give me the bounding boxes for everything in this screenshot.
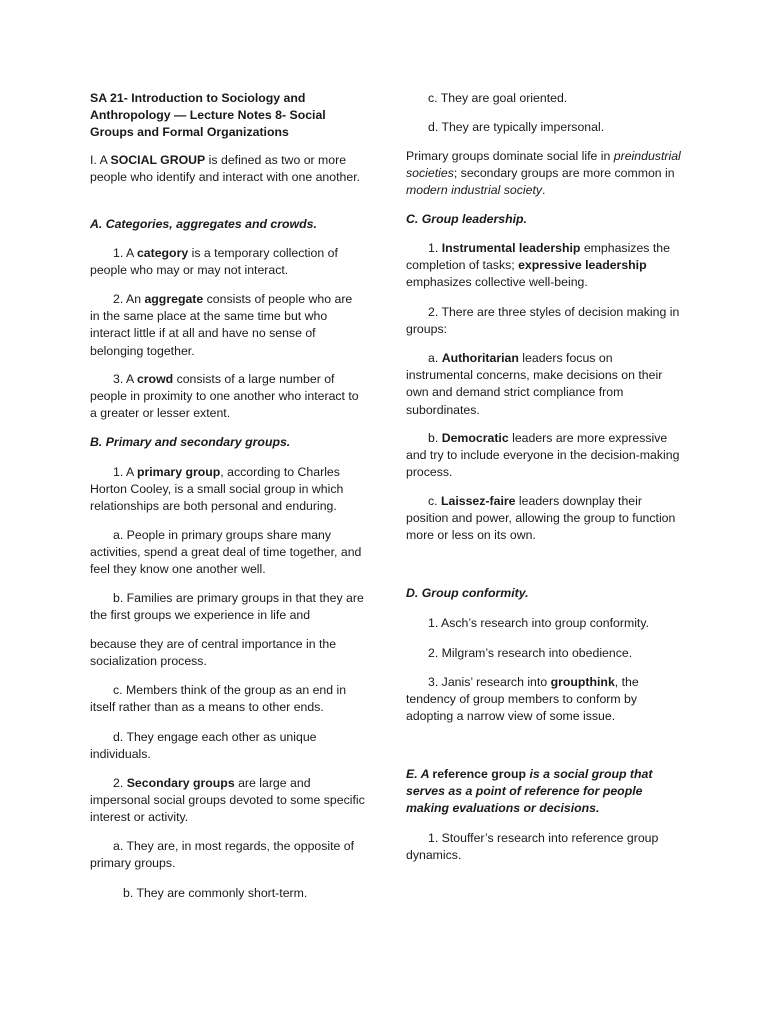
decision-styles-item: 2. There are three styles of decision making in groups: xyxy=(406,305,680,337)
section-d-heading: D. Group conformity. xyxy=(406,586,529,600)
primary-group-point-b: b. Families are primary groups in that they are the first groups we experience in life and xyxy=(90,591,364,623)
primary-group-point-a: a. People in primary groups share many activities, spend a great deal of time together, and feel they know one another well. xyxy=(90,528,362,577)
janis-item: 3. Janis’ research into groupthink, the tendency of group members to conform by adopting a narrow view of some issue. xyxy=(406,675,639,724)
category-item: 1. A category is a temporary collection of people who may or may not interact. xyxy=(90,246,338,278)
milgram-item: 2. Milgram’s research into obedience. xyxy=(428,646,633,660)
secondary-group-point-d: d. They are typically impersonal. xyxy=(428,120,605,134)
stouffer-item: 1. Stouffer’s research into reference group dynamics. xyxy=(406,831,659,863)
laissez-faire-item: c. Laissez-faire leaders downplay their position and power, allowing the group to function more or less on its own. xyxy=(406,494,676,543)
secondary-group-point-c: c. They are goal oriented. xyxy=(428,91,568,105)
crowd-item: 3. A crowd consists of a large number of people in proximity to one another who interact to a greater or lesser extent. xyxy=(90,372,359,421)
primary-group-point-c: c. Members think of the group as an end in itself rather than as a means to other ends. xyxy=(90,683,347,715)
primary-group-item: 1. A primary group, according to Charles Horton Cooley, is a small social group in which relationships are both personal and enduring. xyxy=(90,465,344,514)
asch-item: 1. Asch’s research into group conformity. xyxy=(428,616,649,630)
secondary-group-item: 2. Secondary groups are large and impersonal social groups devoted to some specific interest or activity. xyxy=(90,776,365,825)
secondary-group-point-a: a. They are, in most regards, the opposite of primary groups. xyxy=(90,839,355,871)
primary-group-point-d: d. They engage each other as unique individuals. xyxy=(90,730,317,762)
democratic-item: b. Democratic leaders are more expressive and try to include everyone in the decision-making process. xyxy=(406,431,680,480)
section-c-heading: C. Group leadership. xyxy=(406,212,527,226)
section-a-heading: A. Categories, aggregates and crowds. xyxy=(90,217,317,231)
document-title: SA 21- Introduction to Sociology and Anthropology — Lecture Notes 8- Social Groups and Formal Organizations xyxy=(90,91,326,140)
authoritarian-item: a. Authoritarian leaders focus on instrumental concerns, make decisions on their own and demand strict compliance from subordinates. xyxy=(406,351,663,417)
social-group-definition: I. A SOCIAL GROUP is defined as two or more people who identify and interact with one another. xyxy=(90,153,361,185)
aggregate-item: 2. An aggregate consists of people who are in the same place at the same time but who interact little if at all and have no sense of belonging together. xyxy=(90,292,353,358)
section-b-heading: B. Primary and secondary groups. xyxy=(90,435,291,449)
primary-group-point-b-continued: because they are of central importance in the socialization process. xyxy=(90,637,337,669)
secondary-group-point-b: b. They are commonly short-term. xyxy=(123,886,308,900)
primary-secondary-summary: Primary groups dominate social life in preindustrial societies; secondary groups are more common in modern industrial society. xyxy=(406,149,681,198)
section-e-heading: E. A reference group is a social group that serves as a point of reference for people making evaluations or decisions. xyxy=(406,767,653,816)
leadership-types-item: 1. Instrumental leadership emphasizes the completion of tasks; expressive leadership emphasizes collective well-being. xyxy=(406,241,670,290)
